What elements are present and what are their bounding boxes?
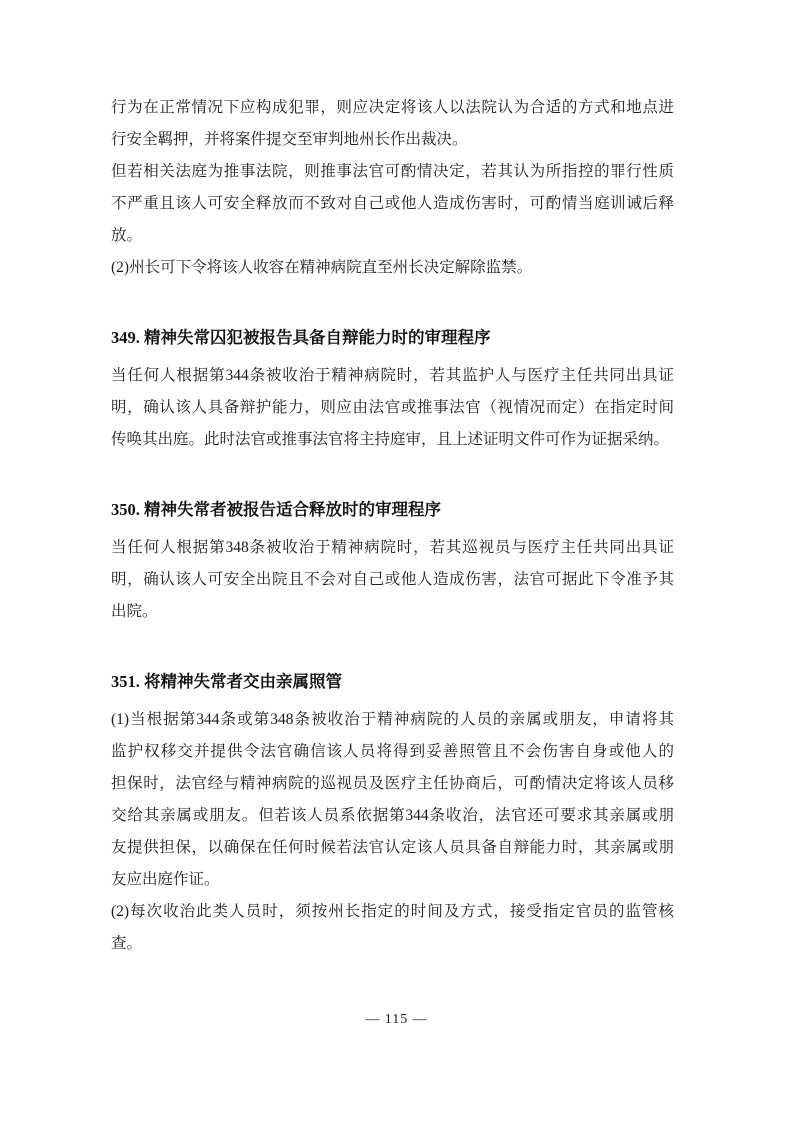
paragraph <box>111 532 674 628</box>
section-heading: 349. 精神失常囚犯被报告具备自辩能力时的审理程序 <box>111 328 491 347</box>
section-heading: 350. 精神失常者被报告适合释放时的审理程序 <box>111 500 441 519</box>
paragraph-line: 不严重且该人可安全释放而不致对自己或他人造成伤害时，可酌情当庭训诫后释 <box>111 195 674 212</box>
paragraph <box>111 360 674 456</box>
paragraph-line: 出院。 <box>111 603 158 620</box>
paragraph-line: 放。 <box>111 227 143 244</box>
paragraph <box>111 704 674 960</box>
document-content <box>111 92 674 960</box>
page-number: — 115 — <box>365 1012 428 1027</box>
paragraph-line: (1)当根据第344条或第348条被收治于精神病院的人员的亲属或朋友，申请将其 <box>111 711 674 728</box>
paragraph-line: 交给其亲属或朋友。但若该人员系依据第344条收治，法官还可要求其亲属或朋 <box>111 807 674 824</box>
paragraph <box>111 92 674 284</box>
paragraph-line: 当任何人根据第348条被收治于精神病院时，若其巡视员与医疗主任共同出具证 <box>111 539 674 556</box>
paragraph-line: 监护权移交并提供令法官确信该人员将得到妥善照管且不会伤害自身或他人的 <box>111 743 674 760</box>
paragraph-line: (2)每次收治此类人员时，须按州长指定的时间及方式，接受指定官员的监管核 <box>111 903 674 920</box>
section-heading: 351. 将精神失常者交由亲属照管 <box>111 672 342 691</box>
paragraph-line: 担保时，法官经与精神病院的巡视员及医疗主任协商后，可酌情决定将该人员移 <box>111 775 674 792</box>
paragraph-line: (2)州长可下令将该人收容在精神病院直至州长决定解除监禁。 <box>111 259 533 276</box>
paragraph-line: 查。 <box>111 935 143 952</box>
paragraph-line: 但若相关法庭为推事法院，则推事法官可酌情决定，若其认为所指控的罪行性质 <box>111 163 674 180</box>
paragraph-line: 当任何人根据第344条被收治于精神病院时，若其监护人与医疗主任共同出具证 <box>111 367 674 384</box>
paragraph-line: 友提供担保，以确保在任何时候若法官认定该人员具备自辩能力时，其亲属或朋 <box>111 839 674 856</box>
paragraph-line: 明，确认该人可安全出院且不会对自己或他人造成伤害，法官可据此下令准予其 <box>111 571 674 588</box>
paragraph-line: 传唤其出庭。此时法官或推事法官将主持庭审，且上述证明文件可作为证据采纳。 <box>111 431 670 448</box>
paragraph-line: 明，确认该人具备辩护能力，则应由法官或推事法官（视情况而定）在指定时间 <box>111 399 674 416</box>
paragraph-line: 友应出庭作证。 <box>111 871 220 888</box>
paragraph-line: 行安全羁押，并将案件提交至审判地州长作出裁决。 <box>111 131 468 148</box>
paragraph-line: 行为在正常情况下应构成犯罪，则应决定将该人以法院认为合适的方式和地点进 <box>111 99 674 116</box>
